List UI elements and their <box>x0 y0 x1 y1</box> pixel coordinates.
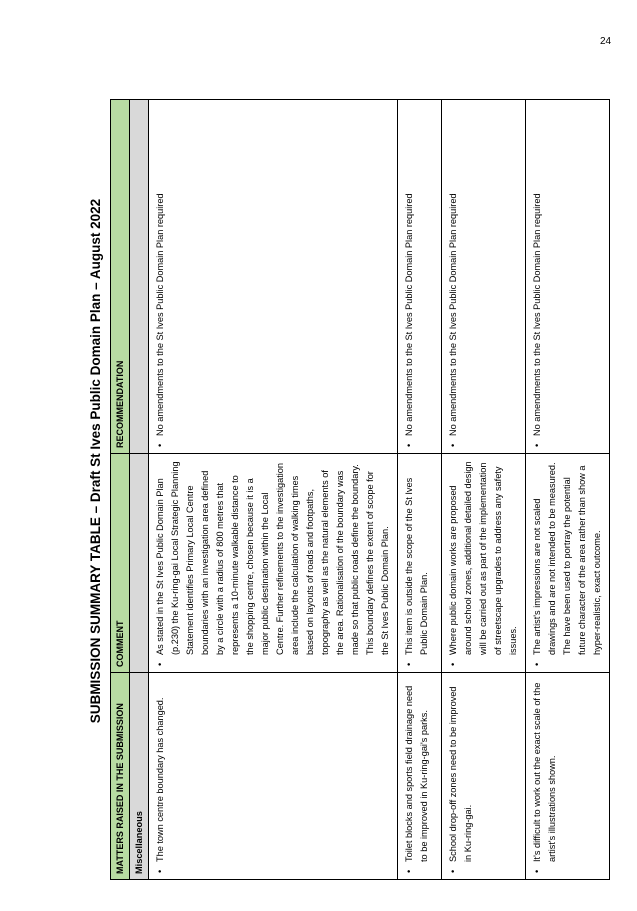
comment-text: The artist's impressions are not scaled drawings and are not intended to be measured. The have been used to portray the potential future character of the area rather than show a hyper-realistic, exact outcome. <box>532 462 602 655</box>
recommendation-cell <box>398 100 442 454</box>
matter-text: The town centre boundary has changed. <box>155 697 165 862</box>
bullet-icon: • <box>532 443 542 447</box>
bullet-icon: • <box>532 662 542 666</box>
table-row <box>442 100 526 880</box>
section-blank-cell <box>130 100 149 454</box>
table-header-row <box>111 100 130 880</box>
recommendation-text: No amendments to the St Ives Public Domain Plan required <box>448 193 458 436</box>
comment-text: This item is outside the scope of the St Ives Public Domain Plan. <box>404 477 429 655</box>
matter-cell <box>149 673 398 880</box>
bullet-icon: • <box>448 869 458 873</box>
comment-text: Where public domain works are proposed around school zones, additional detailed design will be carried out as part of the implementation of streetscape upgrades to address any safety issues. <box>448 461 518 655</box>
rotated-table-container <box>110 100 602 880</box>
comment-text: As stated in the St Ives Public Domain Plan (p.230) the Ku-ring-gai Local Strategic Planning Statement identifies Primary Local Centre boundaries with an investigation area defined by a circle with a radius of 800 metres that represents a 10-minute walkable distance to the shopping centre, chosen because it is a major public destination within the Local Centre. Further refinements to the investigation area include the calculation of walking times based on layouts of roads and footpaths, topography as well as the natural elements of the area. Rationalisation of the boundary was made so that public roads define the boundary. This boundary defines the extent of scope for the St Ives Public Domain Plan. <box>155 461 390 655</box>
bullet-icon: • <box>155 662 165 666</box>
matter-cell <box>526 673 610 880</box>
bullet-icon: • <box>404 662 414 666</box>
table-row <box>526 100 610 880</box>
comment-cell <box>442 454 526 673</box>
table-row <box>398 100 442 880</box>
matter-text: Toilet blocks and sports field drainage need to be improved in Ku-ring-gai's parks. <box>404 685 429 862</box>
header-comment: COMMENT <box>111 454 130 673</box>
recommendation-cell <box>526 100 610 454</box>
recommendation-cell <box>442 100 526 454</box>
page-number: 24 <box>600 36 612 47</box>
header-recommendation: RECOMMENDATION <box>111 100 130 454</box>
section-label: Miscellaneous <box>130 673 149 880</box>
comment-cell <box>149 454 398 673</box>
comment-cell <box>398 454 442 673</box>
matter-cell <box>398 673 442 880</box>
page-title: SUBMISSION SUMMARY TABLE – Draft St Ives Public Domain Plan – August 2022 <box>88 198 103 724</box>
bullet-icon: • <box>404 443 414 447</box>
bullet-icon: • <box>448 662 458 666</box>
comment-cell <box>526 454 610 673</box>
section-blank-cell <box>130 454 149 673</box>
submission-summary-table <box>110 99 610 880</box>
table-row <box>149 100 398 880</box>
bullet-icon: • <box>155 869 165 873</box>
recommendation-cell <box>149 100 398 454</box>
matter-cell <box>442 673 526 880</box>
bullet-icon: • <box>448 443 458 447</box>
recommendation-text: No amendments to the St Ives Public Domain Plan required <box>155 193 165 436</box>
matter-text: It's difficult to work out the exact scale of the artist's illustrations shown. <box>532 682 557 862</box>
bullet-icon: • <box>532 869 542 873</box>
recommendation-text: No amendments to the St Ives Public Domain Plan required <box>404 193 414 436</box>
bullet-icon: • <box>404 869 414 873</box>
header-matters: MATTERS RAISED IN THE SUBMISSION <box>111 673 130 880</box>
matter-text: School drop-off zones need to be improved in Ku-ring-gai. <box>448 686 473 862</box>
section-row <box>130 100 149 880</box>
recommendation-text: No amendments to the St Ives Public Domain Plan required <box>532 193 542 436</box>
bullet-icon: • <box>155 443 165 447</box>
